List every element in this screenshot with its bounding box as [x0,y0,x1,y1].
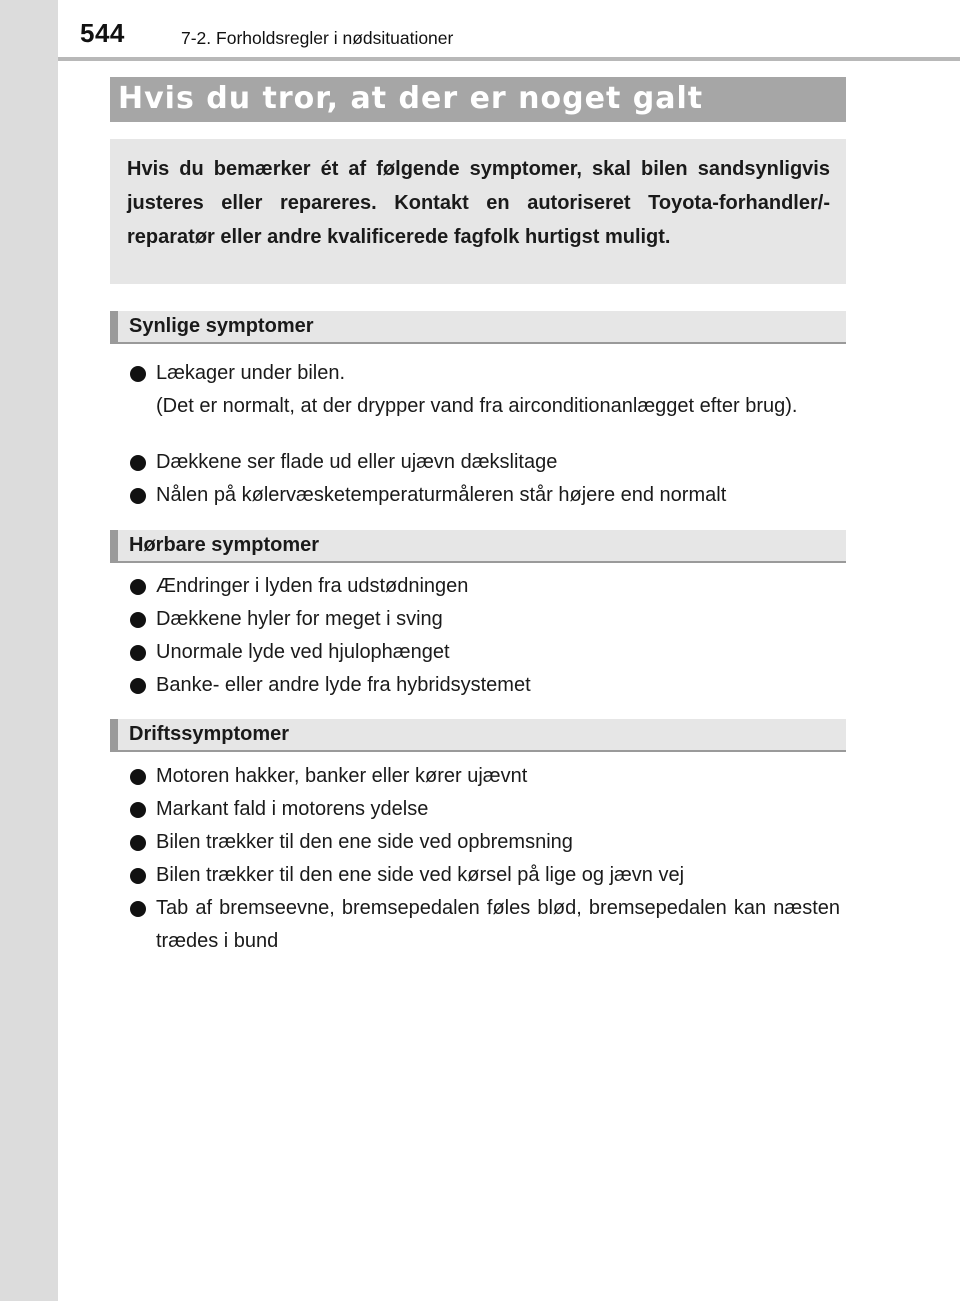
list-item [130,479,840,512]
list-item [130,793,840,826]
list-item-text: Bilen trækker til den ene side ved opbremsning [156,831,573,853]
bullet-icon [130,868,146,884]
list-item [130,636,840,669]
list-item-text: Motoren hakker, banker eller kører ujævnt [156,765,528,787]
bullet-icon [130,488,146,504]
intro-box [110,139,846,284]
list-item [130,357,840,423]
list-item-text: Bilen trækker til den ene side ved kørsel på lige og jævn vej [156,864,685,886]
list-item-text: Nålen på kølervæsketemperaturmåleren står højere end normalt [156,484,727,506]
bullet-icon [130,678,146,694]
list-item [130,826,840,859]
header-divider [58,57,960,61]
list-item-note: (Det er normalt, at der drypper vand fra airconditionanlægget efter brug). [156,395,798,417]
list-item-text: Dækkene ser flade ud eller ujævn dækslitage [156,451,558,473]
subheading-label: Synlige symptomer [129,315,314,337]
list-item-text: Unormale lyde ved hjulophænget [156,641,450,663]
list-item [130,760,840,793]
list-item-text: Dækkene hyler for meget i sving [156,608,443,630]
bullet-icon [130,645,146,661]
list-item-text: Lækager under bilen. [156,362,346,384]
page-title-bar [110,77,846,122]
subheading-audible-symptoms [110,530,846,563]
bullet-icon [130,612,146,628]
intro-text: Hvis du bemærker ét af følgende symptomer, skal bilen sandsynligvis justeres eller repareres. Kontakt en autoriseret Toyota-forhandler/-reparatør eller andre kvalificerede fagfolk hurtigst muligt. [127,158,830,248]
subheading-accent [110,719,118,750]
subheading-operating-symptoms [110,719,846,752]
bullet-icon [130,835,146,851]
bullet-icon [130,802,146,818]
bullet-icon [130,769,146,785]
list-item [130,603,840,636]
list-item [130,669,840,702]
list-item-text: Markant fald i motorens ydelse [156,798,429,820]
bullet-icon [130,455,146,471]
list-item-text: Tab af bremseevne, bremsepedalen føles blød, bremsepedalen kan næsten trædes i bund [156,897,840,952]
bullet-icon [130,901,146,917]
list-item [130,892,840,958]
subheading-label: Hørbare symptomer [129,534,320,556]
subheading-accent [110,530,118,561]
subheading-label: Driftssymptomer [129,723,290,745]
page-number: 544 [80,18,125,48]
list-item-text: Ændringer i lyden fra udstødningen [156,575,469,597]
page-title: Hvis du tror, at der er noget galt [118,81,704,116]
page-margin-strip [0,0,58,1301]
subheading-visible-symptoms [110,311,846,344]
list-item [130,859,840,892]
bullet-icon [130,366,146,382]
section-label: 7-2. Forholdsregler i nødsituationer [181,28,454,48]
list-item-text: Banke- eller andre lyde fra hybridsystemet [156,674,531,696]
list-item [130,446,840,479]
bullet-icon [130,579,146,595]
list-item [130,570,840,603]
subheading-accent [110,311,118,342]
